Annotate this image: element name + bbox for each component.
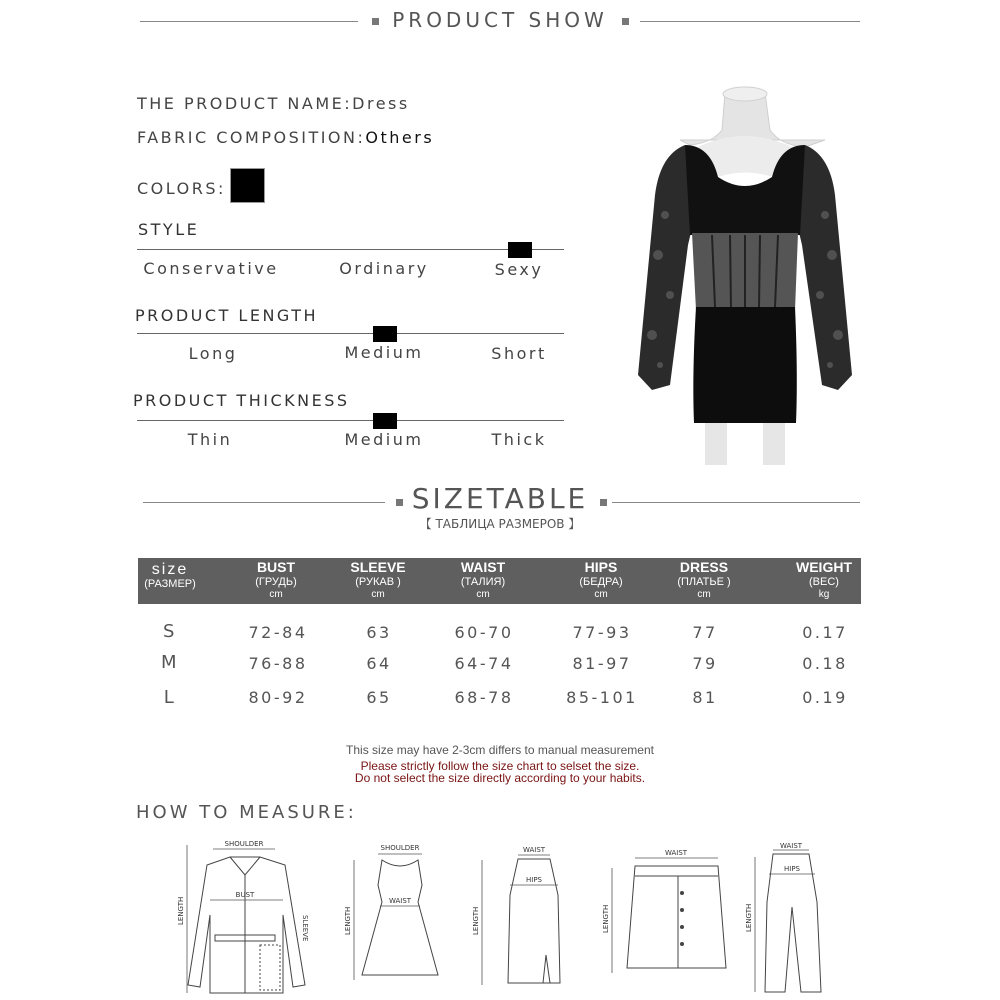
size-table-header [138, 558, 861, 604]
waist-label: WAIST [779, 842, 803, 850]
length-label-long: Long [188, 344, 238, 363]
waist-cell: 60-70 [454, 623, 514, 642]
length-label: LENGTH [472, 906, 480, 935]
style-label-conservative: Conservative [143, 259, 279, 278]
hips-cell: 77-93 [572, 623, 632, 642]
hips-cell: 85-101 [566, 688, 638, 707]
thickness-label-thick: Thick [491, 430, 547, 449]
thickness-scale-line [137, 420, 564, 421]
hips-label: HIPS [784, 865, 800, 873]
column-header-weight: WEIGHT (ВЕС) kg [796, 559, 852, 600]
sizetable-square-right [600, 499, 607, 506]
fabric-label: FABRIC COMPOSITION: [137, 128, 366, 147]
dress-skirt [693, 307, 796, 423]
column-header-hips: HIPS (БЕДРА) cm [579, 559, 623, 600]
waist-label: WAIST [388, 897, 412, 905]
fabric-row [137, 128, 434, 147]
size-cell: L [163, 687, 177, 708]
fabric-value: Others [365, 128, 435, 147]
thickness-label-thin: Thin [187, 430, 233, 449]
waist-label: WAIST [664, 849, 688, 857]
bust-cell: 76-88 [248, 654, 308, 673]
header-rule-right [640, 21, 860, 22]
sleeve-cell: 65 [366, 688, 392, 707]
warning-note-1: Please strictly follow the size chart to selset the size. [360, 759, 640, 773]
length-scale-marker [373, 326, 397, 342]
thickness-scale-title: PRODUCT THICKNESS [133, 391, 350, 410]
column-header-waist: WAIST (ТАЛИЯ) cm [460, 559, 506, 600]
column-header-size: size (РАЗМЕР) [144, 561, 196, 590]
column-header-dress: DRESS (ПЛАТЬЕ ) cm [677, 559, 731, 600]
measure-diagram-trousers [745, 842, 835, 997]
length-label-medium: Medium [344, 343, 424, 362]
measure-diagram-shorts [600, 848, 730, 978]
sizetable-title: SIZETABLE [411, 482, 589, 515]
product-photo [630, 85, 860, 470]
measure-diagram-top [175, 835, 325, 995]
length-label: LENGTH [602, 904, 610, 933]
length-label-short: Short [491, 344, 547, 363]
waist-cell: 68-78 [454, 688, 514, 707]
shoulder-label: SHOULDER [380, 844, 420, 852]
style-label-ordinary: Ordinary [339, 259, 429, 278]
style-scale-line [137, 249, 564, 250]
measure-diagram-dress [340, 840, 460, 990]
sleeve-cell: 64 [366, 654, 392, 673]
style-scale-title: STYLE [138, 220, 200, 239]
mannequin-leg-right [763, 423, 785, 465]
style-label-sexy: Sexy [494, 260, 544, 279]
length-label: LENGTH [745, 903, 753, 932]
column-header-sleeve: SLEEVE (РУКАВ ) cm [350, 559, 406, 600]
colors-label: COLORS: [137, 179, 226, 198]
waist-label: WAIST [522, 846, 546, 854]
sleeve-label: SLEEVE [301, 915, 309, 942]
length-scale-line [137, 333, 564, 334]
sizetable-subtitle: 【 ТАБЛИЦА РАЗМЕРОВ 】 [419, 517, 581, 531]
weight-cell: 0.18 [802, 654, 848, 673]
weight-cell: 0.19 [802, 688, 848, 707]
weight-cell: 0.17 [802, 623, 848, 642]
thickness-label-medium: Medium [344, 430, 424, 449]
length-label: LENGTH [177, 896, 185, 925]
style-scale-marker [508, 242, 532, 258]
page-title: PRODUCT SHOW [392, 8, 608, 32]
header-square-right [622, 18, 629, 25]
product-name-value: Dress [352, 94, 410, 113]
sleeve-cell: 63 [366, 623, 392, 642]
shoulder-label: SHOULDER [224, 840, 264, 848]
bust-cell: 72-84 [248, 623, 308, 642]
measure-diagram-skirt [468, 845, 578, 995]
thickness-scale-marker [373, 413, 397, 429]
dress-cell: 77 [692, 623, 718, 642]
hips-cell: 81-97 [572, 654, 632, 673]
size-cell: S [163, 621, 177, 642]
how-to-measure-title: HOW TO MEASURE: [136, 802, 357, 823]
measurement-note: This size may have 2-3cm differs to manual measurement [346, 743, 654, 757]
bust-label: BUST [235, 891, 255, 899]
waist-cell: 64-74 [454, 654, 514, 673]
dress-cell: 79 [692, 654, 718, 673]
dress-cell: 81 [692, 688, 718, 707]
mannequin-leg-left [705, 423, 727, 465]
bust-cell: 80-92 [248, 688, 308, 707]
length-label: LENGTH [344, 906, 352, 935]
sizetable-rule-right [612, 502, 860, 503]
product-name-row [137, 94, 410, 113]
length-scale-title: PRODUCT LENGTH [135, 306, 319, 325]
mannequin-top [723, 87, 767, 101]
color-swatch-black[interactable] [230, 168, 265, 203]
hips-label: HIPS [526, 876, 542, 884]
column-header-bust: BUST (ГРУДЬ) cm [255, 559, 297, 600]
size-cell: M [160, 652, 180, 673]
warning-note-2: Do not select the size directly according to your habits. [354, 771, 646, 785]
product-name-label: THE PRODUCT NAME: [137, 94, 353, 113]
